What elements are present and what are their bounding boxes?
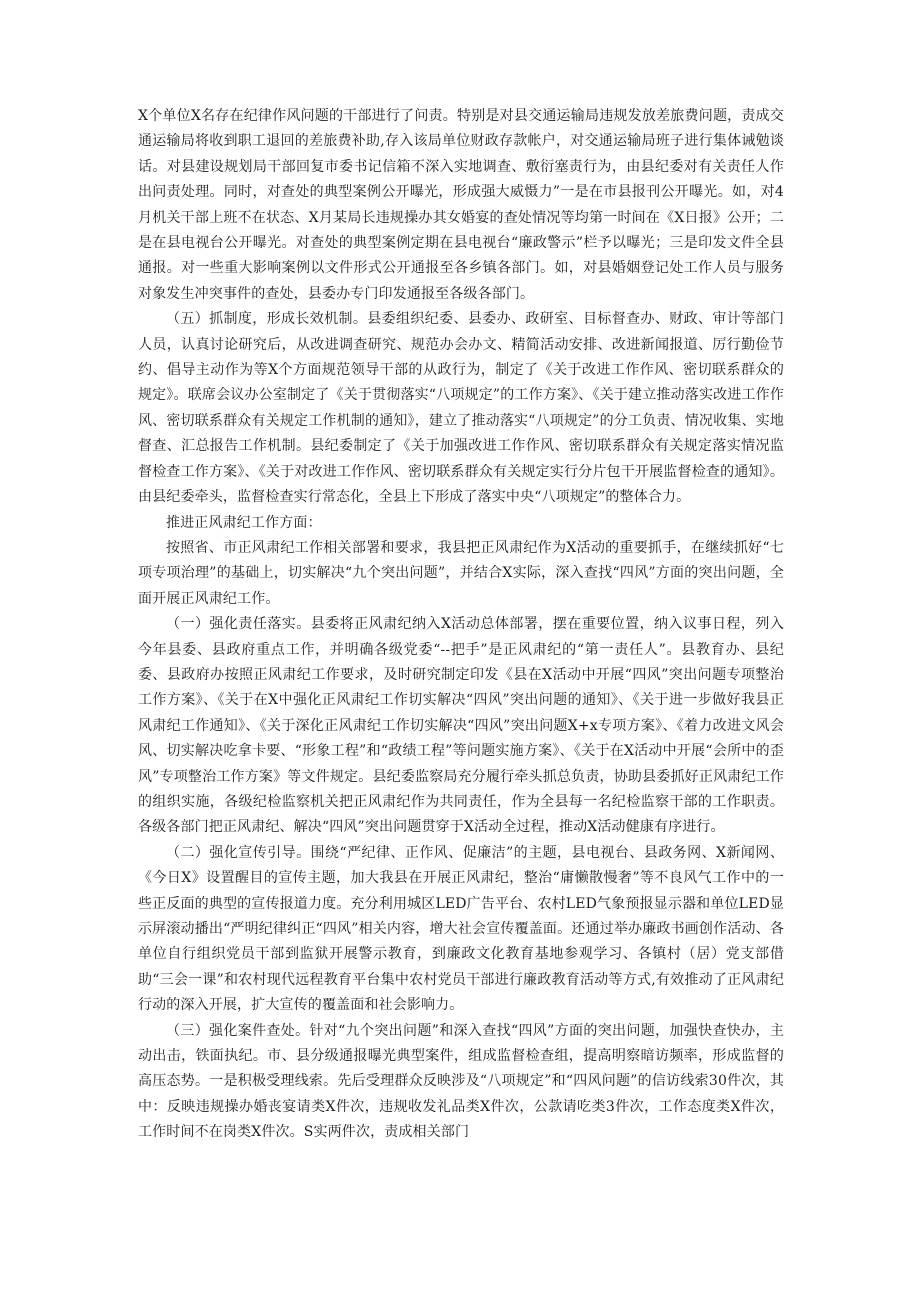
document-page: [138, 104, 784, 1146]
paragraph-4: 按照省、市正风肃纪工作相关部署和要求，我县把正风肃纪作为X活动的重要抓手，在继续抓好“七项专项治理”的基础上，切实解决“九个突出问题”，并结合X实际，深入查找“四风”方面的突出问题，全面开展正风肃纪工作。: [138, 539, 784, 607]
paragraph-1: X个单位X名存在纪律作风问题的干部进行了问责。特别是对县交通运输局违规发放差旅费问题，责成交通运输局将收到职工退回的差旅费补助,存入该局单位财政存款帐户，对交通运输局班子进行集体诫勉谈话。对县建设规划局干部回复市委书记信箱不深入实地调查、敷衍塞责行为，由县纪委对有关责任人作出问责处理。同时，对查处的典型案例公开曝光，形成强大威慑力”一是在市县报刊公开曝光。如，对4月机关干部上班不在状态、X月某局长违规操办其女婚宴的查处情况等均第一时间在《X日报》公开；二是在县电视台公开曝光。对查处的典型案例定期在县电视台“廉政警示”栏予以曝光；三是印发文件全县通报。对一些重大影响案例以文件形式公开通报至各乡镇各部门。如，对县婚姻登记处工作人员与服务对象发生冲突事件的查处，县委办专门印发通报至各级各部门。: [138, 108, 784, 302]
paragraph-2: （五）抓制度，形成长效机制。县委组织纪委、县委办、政研室、目标督查办、财政、审计等部门人员，认真讨论研究后，从改进调查研究、规范办会办文、精简活动安排、改进新闻报道、厉行勤俭节约、倡导主动作为等X个方面规范领导干部的从政行为，制定了《关于改进工作作风、密切联系群众的规定》。联席会议办公室制定了《关于贯彻落实“八项规定”的工作方案》、《关于建立推动落实改进工作作风、密切联系群众有关规定工作机制的通知》，建立了推动落实“八项规定”的分工负责、情况收集、实地督查、汇总报告工作机制。县纪委制定了《关于加强改进工作作风、密切联系群众有关规定落实情况监督检查工作方案》、《关于对改进工作作风、密切联系群众有关规定实行分片包干开展监督检查的通知》。由县纪委牵头，监督检查实行常态化，全县上下形成了落实中央“八项规定”的整体合力。: [138, 311, 784, 506]
paragraph-3: 推进正风肃纪工作方面：: [166, 514, 322, 531]
paragraph-5: （一）强化责任落实。县委将正风肃纪纳入X活动总体部署，摆在重要位置，纳入议事日程，列入今年县委、县政府重点工作，并明确各级党委“--把手”是正风肃纪的“第一责任人”。县教育办、县纪委、县政府办按照正风肃纪工作要求，及时研究制定印发《县在X活动中开展“四风”突出问题专项整治工作方案》、《关于在X中强化正风肃纪工作切实解决“四风”突出问题的通知》、《关于进一步做好我县正风肃纪工作通知》、《关于深化正风肃纪工作切实解决“四风”突出问题X+x专项方案》、《着力改进文风会风、切实解决吃拿卡要、“形象工程”和“政绩工程”等问题实施方案》、《关于在X活动中开展“会所中的歪风”专项整治工作方案》等文件规定。县纪委监察局充分履行牵头抓总负责，协助县委抓好正风肃纪工作的组织实施，各级纪检监察机关把正风肃纪作为共同责任，作为全县每一名纪检监察干部的工作职责。各级各部门把正风肃纪、解决“四风”突出问题贯穿于X活动全过程，推动X活动健康有序进行。: [138, 616, 784, 836]
paragraph-7: （三）强化案件查处。针对“九个突出问题”和深入查找“四风”方面的突出问题，加强快查快办，主动出击，铁面执纪。市、县分级通报曝光典型案件，组成监督检查组，提高明察暗访频率，形成监督的高压态势。一是积极受理线索。先后受理群众反映涉及“八项规定”和“四风问题”的信访线索30件次，其中：反映违规操办婚丧宴请类X件次，违规收发礼品类X件次，公款请吃类3件次，工作态度类X件次，工作时间不在岗类X件次。S实两件次，责成相关部门: [138, 1022, 784, 1141]
paragraph-6: （二）强化宣传引导。围绕“严纪律、正作风、促廉洁”的主题，县电视台、县政务网、X新闻网、《今日X》设置醒目的宣传主题，加大我县在开展正风肃纪，整治“庸懒散慢奢”等不良风气工作中的一些正反面的典型的宣传报道力度。充分利用城区LED广告平台、农村LED气象预报显示器和单位LED显示屏滚动播出“严明纪律纠正“四风”相关内容，增大社会宣传覆盖面。还通过举办廉政书画创作活动、各单位自行组织党员干部到监狱开展警示教育，到廉政文化教育基地参观学习、各镇村（居）党支部借助“三会一课”和农村现代远程教育平台集中农村党员干部进行廉政教育活动等方式,有效推动了正风肃纪行动的深入开展，扩大宣传的覆盖面和社会影响力。: [138, 844, 784, 1014]
